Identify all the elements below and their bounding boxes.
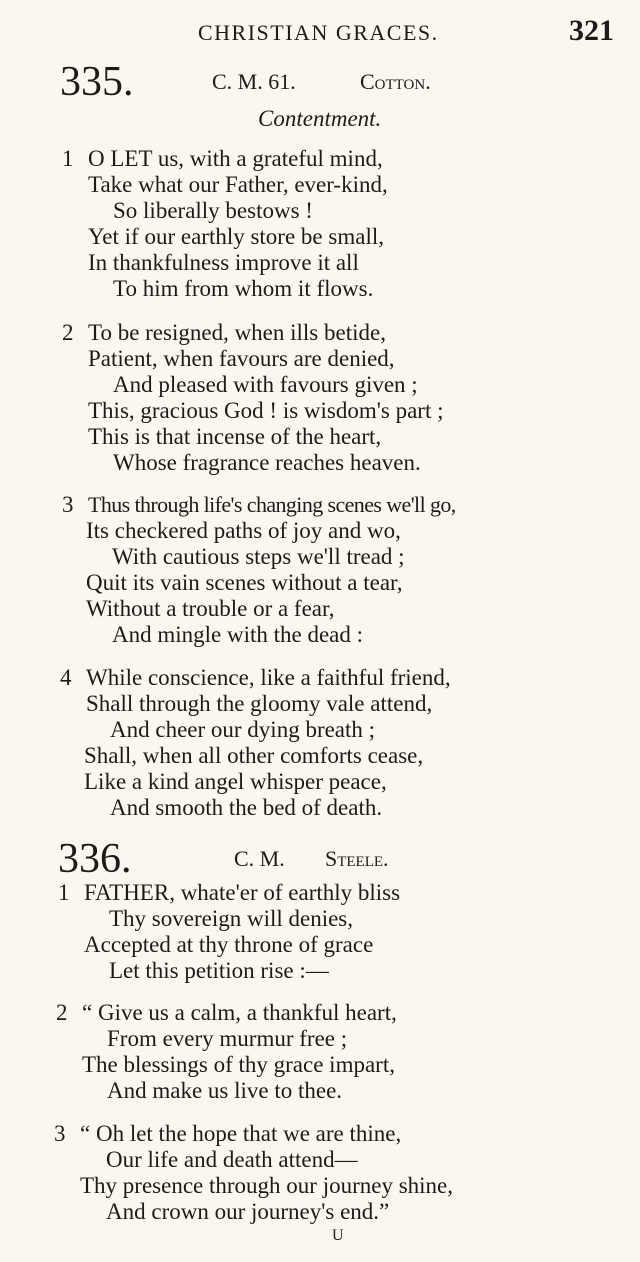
signature-mark: U <box>332 1227 344 1244</box>
hymn-number: 335. <box>60 59 134 105</box>
verse-line: Quit its vain scenes without a tear, <box>86 570 403 595</box>
verse-line: “ Give us a calm, a thankful heart, <box>82 1000 397 1025</box>
running-title: CHRISTIAN GRACES. <box>198 20 439 45</box>
verse-line: Without a trouble or a fear, <box>86 596 335 621</box>
verse-line: While conscience, like a faithful friend, <box>86 665 451 690</box>
hymn-author: Steele. <box>325 846 389 871</box>
verse-line: To be resigned, when ills betide, <box>88 320 386 345</box>
hymn-meter: C. M. 61. <box>212 69 296 94</box>
verse-line: “ Oh let the hope that we are thine, <box>80 1121 402 1146</box>
verse-line: And make us live to thee. <box>107 1078 343 1103</box>
verse-number: 1 <box>58 880 70 905</box>
verse-line: Shall through the gloomy vale attend, <box>86 691 433 716</box>
verse-line: And mingle with the dead : <box>112 622 364 647</box>
verse-number: 3 <box>54 1121 66 1146</box>
hymn-subtitle: Contentment. <box>258 106 382 131</box>
verse-line: In thankfulness improve it all <box>88 250 359 275</box>
verse-line: And pleased with favours given ; <box>113 372 418 397</box>
verse-line: And crown our journey's end.” <box>106 1199 390 1224</box>
page-number: 321 <box>569 14 614 47</box>
verse-line: O LET us, with a grateful mind, <box>88 146 383 171</box>
hymn-number: 336. <box>58 836 132 882</box>
verse-line: And smooth the bed of death. <box>110 795 383 820</box>
verse-line: FATHER, whate'er of earthly bliss <box>84 880 401 905</box>
verse-number: 4 <box>60 665 72 690</box>
verse-line: Its checkered paths of joy and wo, <box>86 518 401 543</box>
verse-line: Thy sovereign will denies, <box>109 906 354 931</box>
verse-line: From every murmur free ; <box>107 1026 348 1051</box>
verse-line: Yet if our earthly store be small, <box>88 224 384 249</box>
verse-line: Our life and death attend— <box>106 1147 358 1172</box>
verse-line: Let this petition rise :— <box>109 958 329 983</box>
verse-line: So liberally bestows ! <box>113 198 313 223</box>
hymn-meter: C. M. <box>234 846 285 871</box>
verse-line: Accepted at thy throne of grace <box>84 932 374 957</box>
verse-line: And cheer our dying breath ; <box>110 717 376 742</box>
verse-line: Shall, when all other comforts cease, <box>84 743 424 768</box>
verse-number: 1 <box>62 146 74 171</box>
hymn-author: Cotton. <box>360 69 431 94</box>
verse-number: 3 <box>62 492 74 517</box>
verse-number: 2 <box>56 1000 68 1025</box>
verse-line: The blessings of thy grace impart, <box>82 1052 395 1077</box>
verse-line: To him from whom it flows. <box>113 276 374 301</box>
verse-line: With cautious steps we'll tread ; <box>112 544 405 569</box>
verse-line: This is that incense of the heart, <box>88 424 382 449</box>
verse-number: 2 <box>62 320 74 345</box>
verse-line: Whose fragrance reaches heaven. <box>113 450 421 475</box>
verse-line: Thus through life's changing scenes we'll go, <box>88 492 456 517</box>
running-head <box>0 14 640 54</box>
verse-line: This, gracious God ! is wisdom's part ; <box>88 398 444 423</box>
verse-line: Take what our Father, ever-kind, <box>88 172 388 197</box>
verse-line: Like a kind angel whisper peace, <box>84 769 387 794</box>
verse-line: Thy presence through our journey shine, <box>80 1173 454 1198</box>
verse-line: Patient, when favours are denied, <box>88 346 395 371</box>
